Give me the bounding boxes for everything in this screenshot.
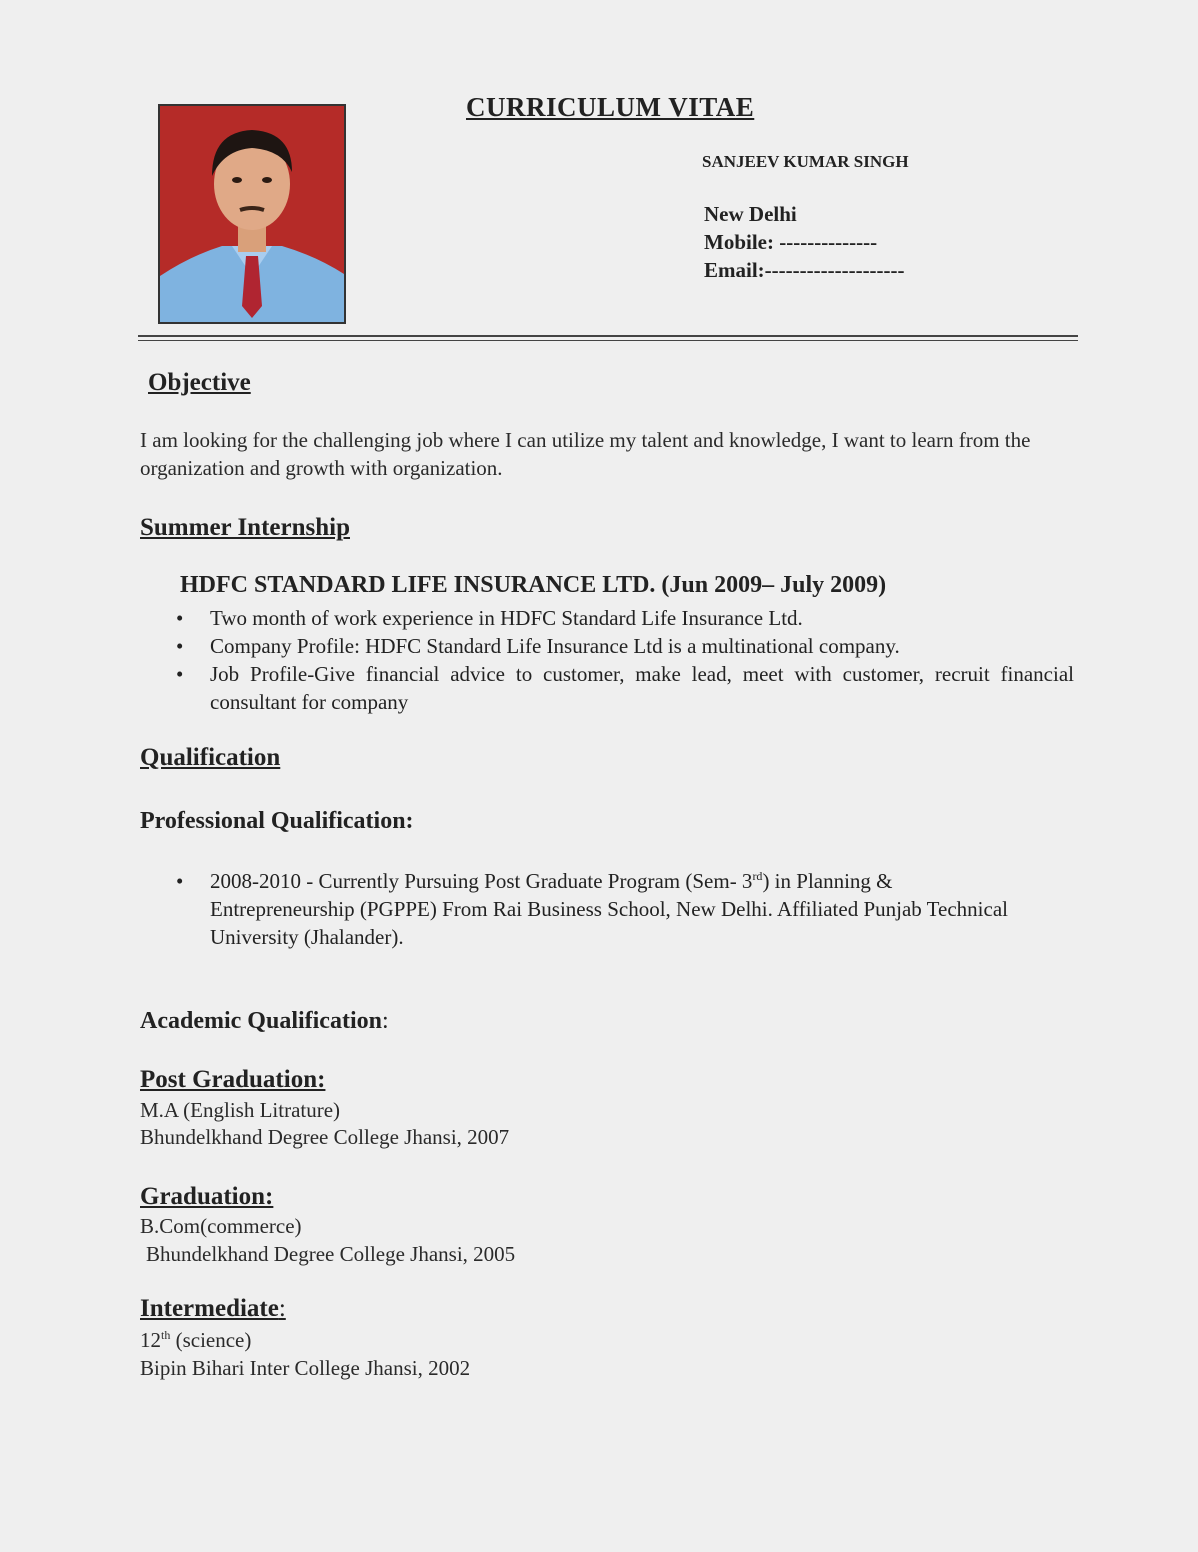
mobile: Mobile: -------------- [704,230,878,254]
academic-qualification-heading: Academic Qualification: [140,1008,389,1034]
intermediate-heading: Intermediate: [140,1295,286,1322]
email: Email:-------------------- [704,258,905,282]
professional-qualification-heading: Professional Qualification: [140,808,414,834]
post-graduation-heading: Post Graduation: [140,1066,326,1093]
objective-text: I am looking for the challenging job where I can utilize my talent and knowledge, I want to learn from the organization and growth with organization. [140,428,1031,480]
profile-photo [158,104,346,324]
bullet-icon: • [176,662,184,686]
post-graduation-degree: M.A (English Litrature) [140,1098,341,1122]
list-item: • Company Profile: HDFC Standard Life Insurance Ltd is a multinational company. [176,634,900,658]
city: New Delhi [704,202,797,226]
list-item: • Two month of work experience in HDFC Standard Life Insurance Ltd. [176,606,803,630]
cv-title: CURRICULUM VITAE [466,92,755,122]
professional-qualification-list [140,867,1020,951]
list-item: • Job Profile-Give financial advice to customer, make lead, meet with customer, recruit financial consultant for company [176,662,1074,714]
candidate-name: SANJEEV KUMAR SINGH [702,152,909,171]
intermediate-degree: 12th (science) [140,1328,252,1352]
intermediate-college: Bipin Bihari Inter College Jhansi, 2002 [140,1356,471,1380]
graduation-degree: B.Com(commerce) [140,1214,302,1238]
contact-block [704,200,905,284]
internship-bullets [140,604,1074,716]
internship-heading: Summer Internship [140,514,350,541]
qualification-heading: Qualification [140,744,281,771]
list-item: • 2008-2010 - Currently Pursuing Post Graduate Program (Sem- 3rd) in Planning & Entrepreneurship (PGPPE) From Rai Business School, New Delhi. Affiliated Punjab Technical University (Jhalander). [176,869,1008,949]
bullet-icon: • [176,634,184,658]
objective-heading: Objective [148,369,251,396]
graduation-college: Bhundelkhand Degree College Jhansi, 2005 [146,1242,516,1266]
bullet-icon: • [176,869,184,893]
person-portrait-icon [160,106,344,322]
internship-company: HDFC STANDARD LIFE INSURANCE LTD. (Jun 2009– July 2009) [180,572,887,598]
header-divider-thin [138,340,1078,341]
bullet-icon: • [176,606,184,630]
post-graduation-college: Bhundelkhand Degree College Jhansi, 2007 [140,1125,510,1149]
header-divider [138,335,1078,337]
graduation-heading: Graduation: [140,1183,274,1210]
